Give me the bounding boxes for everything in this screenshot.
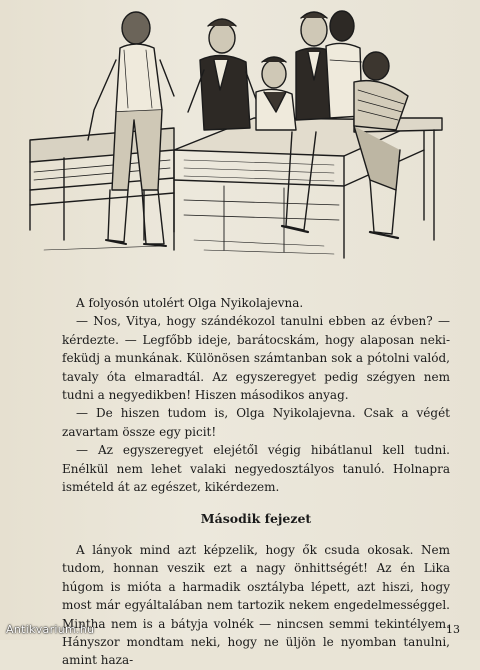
chapter-heading: Második fejezet	[200, 511, 312, 527]
watermark: Antikvarium.hu	[6, 623, 95, 636]
body-text	[62, 294, 450, 670]
paragraph: A folyosón utolért Olga Nyikolajevna.	[76, 296, 304, 310]
paragraph: A lányok mind azt képzelik, hogy ők csuda okosak. Nem tudom, honnan veszik ezt a nagy önhittségét! Az én Lika húgom is miótа a harmadik osztályba lépett, azt hiszi, hogy most már egyáltalában nem tartozik nekem engedelmességgel. Mintha nem is a bátyja volnék — nincsen semmi tekintélyem. Hányszor mondtam neki, hogy ne üljön le nyomban tanulni, amint haza-	[62, 542, 450, 668]
paragraph: — Nos, Vitya, hogy szándékozol tanulni ebben az évben? — kérdezte. — Legfőbb ideje, barátocskám, hogy alaposan neki-feküdj a munkának. Különösen számtanban sok a pótolni valód, tavaly óta elmaradtál. Az egyszeregyet pedig szégyen nem tudni a negyedikben! Hiszen másodikos anyag.	[62, 314, 450, 403]
paragraph: — Az egyszeregyet elejétől végig hibátlanul kell tudni. Enélkül nem lehet valaki negyedosztályos tanuló. Holnapra ismételd át az egészet, kikérdezem.	[62, 443, 450, 495]
paragraph: — De hiszen tudom is, Olga Nyikolajevna. Csak a végét zavartam össze egy picit!	[62, 406, 450, 439]
page-number: 13	[446, 623, 460, 636]
schoolboys-at-desks-illustration	[24, 0, 456, 268]
